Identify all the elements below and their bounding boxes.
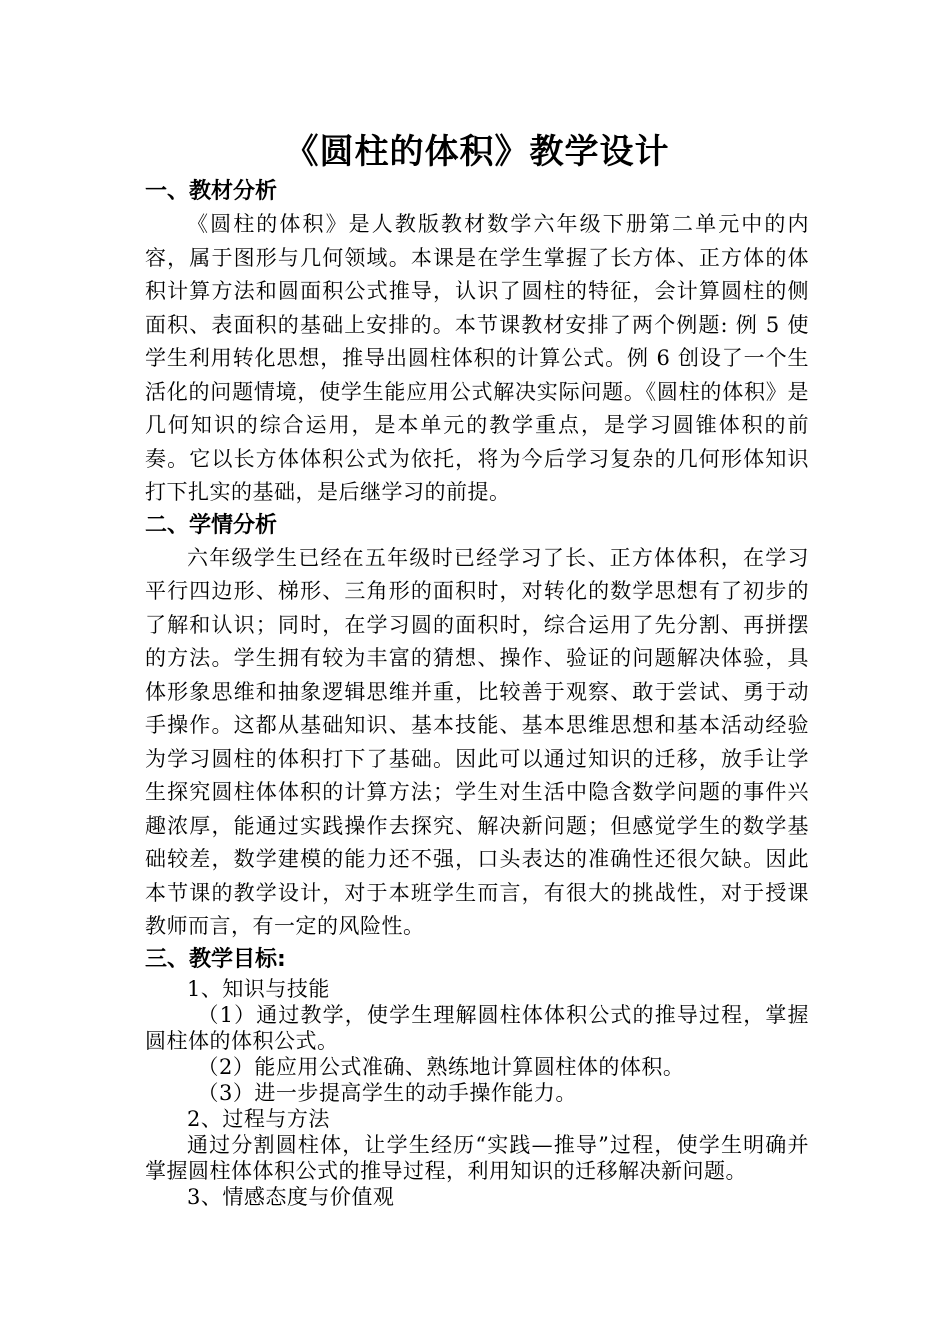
goal-item: （1）通过教学，使学生理解圆柱体体积公式的推导过程，掌握圆柱体的体积公式。: [145, 1002, 809, 1053]
section-textbook-analysis: [145, 176, 809, 510]
goal-item: 3、情感态度与价值观: [187, 1184, 395, 1209]
section-heading: 二、学情分析: [145, 512, 278, 538]
section-paragraph: 六年级学生已经在五年级时已经学习了长、正方体体积，在学习平行四边形、梯形、三角形的面积时，对转化的数学思想有了初步的了解和认识；同时，在学习圆的面积时，综合运用了先分割、再拼摆的方法。学生拥有较为丰富的猜想、操作、验证的问题解决体验，具体形象思维和抽象逻辑思维并重，比较善于观察、敢于尝试、勇于动手操作。这都从基础知识、基本技能、基本思维思想和基本活动经验为学习圆柱的体积打下了基础。因此可以通过知识的迁移，放手让学生探究圆柱体体积的计算方法；学生对生活中隐含数学问题的事件兴趣浓厚，能通过实践操作去探究、解决新问题；但感觉学生的数学基础较差，数学建模的能力还不强，口头表达的准确性还很欠缺。因此本节课的教学设计，对于本班学生而言，有很大的挑战性，对于授课教师而言，有一定的风险性。: [145, 545, 809, 938]
section-paragraph: 《圆柱的体积》是人教版教材数学六年级下册第二单元中的内容，属于图形与几何领域。本课是在学生掌握了长方体、正方体的体积计算方法和圆面积公式推导，认识了圆柱的特征，会计算圆柱的侧面积、表面积的基础上安排的。本节课教材安排了两个例题: 例 5 使学生利用转化思想，推导出圆柱体积的计算公式。例 6 创设了一个生活化的问题情境，使学生能应用公式解决实际问题。《圆柱的体积》是几何知识的综合运用，是本单元的教学重点，是学习圆锥体积的前奏。它以长方体体积公式为依托，将为今后学习复杂的几何形体知识打下扎实的基础，是后继学习的前提。: [145, 212, 809, 504]
document-page: [145, 128, 809, 1210]
document-title: 《圆柱的体积》教学设计: [284, 132, 670, 172]
goal-item: 2、过程与方法: [187, 1106, 330, 1131]
section-student-analysis: [145, 510, 809, 944]
goal-item: （3）进一步提高学生的动手操作能力。: [197, 1080, 577, 1105]
section-heading: 一、教材分析: [145, 179, 278, 204]
goal-item: 通过分割圆柱体，让学生经历“实践—推导”过程，使学生明确并掌握圆柱体体积公式的推导过程，利用知识的迁移解决新问题。: [145, 1132, 809, 1183]
section-heading: 三、教学目标:: [145, 946, 286, 972]
goal-item: （2）能应用公式准确、熟练地计算圆柱体的体积。: [197, 1054, 685, 1079]
goal-item: 1、知识与技能: [187, 976, 330, 1001]
section-teaching-goals: [145, 944, 809, 1210]
